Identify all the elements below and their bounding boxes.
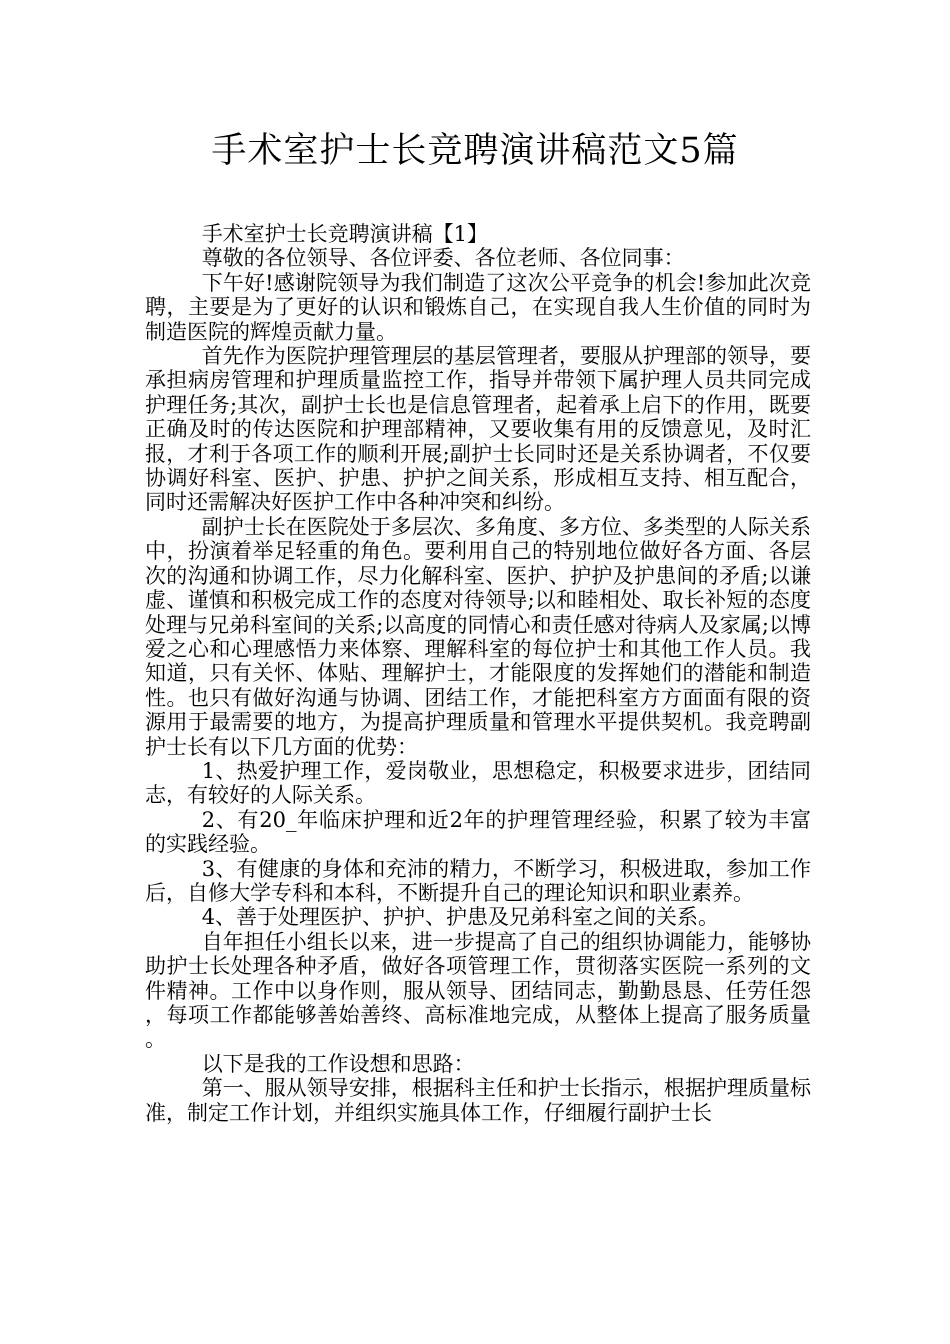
paragraph: 以下是我的工作设想和思路：: [201, 1051, 475, 1076]
paragraph: 下午好!感谢院领导为我们制造了这次公平竞争的机会!参加此次竞聘，主要是为了更好的认识和锻炼自己，在实现自我人生价值的同时为制造医院的辉煌贡献力量。: [145, 270, 811, 344]
paragraph: 第一、服从领导安排，根据科主任和护士长指示，根据护理质量标准，制定工作计划，并组织实施具体工作，仔细履行副护士长: [145, 1076, 811, 1125]
document-title: 手术室护士长竞聘演讲稿范文5篇: [211, 131, 739, 171]
list-item: 1、热爱护理工作，爱岗敬业，思想稳定，积极要求进步，团结同志，有较好的人际关系。: [145, 758, 811, 808]
salutation: 尊敬的各位领导、各位评委、各位老师、各位同事：: [201, 246, 685, 271]
list-item: 4、善于处理医护、护护、护患及兄弟科室之间的关系。: [201, 905, 720, 930]
section-heading: 手术室护士长竞聘演讲稿【1】: [201, 222, 489, 246]
document-body: [145, 222, 811, 1125]
list-item: 2、有20_年临床护理和近2年的护理管理经验，积累了较为丰富的实践经验。: [145, 807, 811, 857]
list-item: 3、有健康的身体和充沛的精力，不断学习，积极进取，参加工作后，自修大学专科和本科，不断提升自己的理论知识和职业素养。: [145, 856, 811, 905]
paragraph: 副护士长在医院处于多层次、多角度、多方位、多类型的人际关系中，扮演着举足轻重的角色。要利用自己的特别地位做好各方面、各层次的沟通和协调工作，尽力化解科室、医护、护护及护患间的矛盾;以谦虚、谨慎和积极完成工作的态度对待领导;以和睦相处、取长补短的态度处理与兄弟科室间的关系;以高度的同情心和责任感对待病人及家属;以博爱之心和心理感悟力来体察、理解科室的每位护士和其他工作人员。我知道，只有关怀、体贴、理解护士，才能限度的发挥她们的潜能和制造性。也只有做好沟通与协调、团结工作，才能把科室方方面面有限的资源用于最需要的地方，为提高护理质量和管理水平提供契机。我竞聘副护士长有以下几方面的优势：: [145, 514, 811, 759]
paragraph: 自年担任小组长以来，进一步提高了自己的组织协调能力，能够协助护士长处理各种矛盾，做好各项管理工作，贯彻落实医院一系列的文件精神。工作中以身作则，服从领导、团结同志，勤勤恳恳、任劳任怨，每项工作都能够善始善终、高标准地完成，从整体上提高了服务质量。: [145, 929, 811, 1052]
paragraph: 首先作为医院护理管理层的基层管理者，要服从护理部的领导，要承担病房管理和护理质量监控工作，指导并带领下属护理人员共同完成护理任务;其次，副护士长也是信息管理者，起着承上启下的作用，既要正确及时的传达医院和护理部精神，又要收集有用的反馈意见，及时汇报，才利于各项工作的顺利开展;副护士长同时还是关系协调者，不仅要协调好科室、医护、护患、护护之间关系，形成相互支持、相互配合，同时还需解决好医护工作中各种冲突和纠纷。: [145, 344, 811, 515]
